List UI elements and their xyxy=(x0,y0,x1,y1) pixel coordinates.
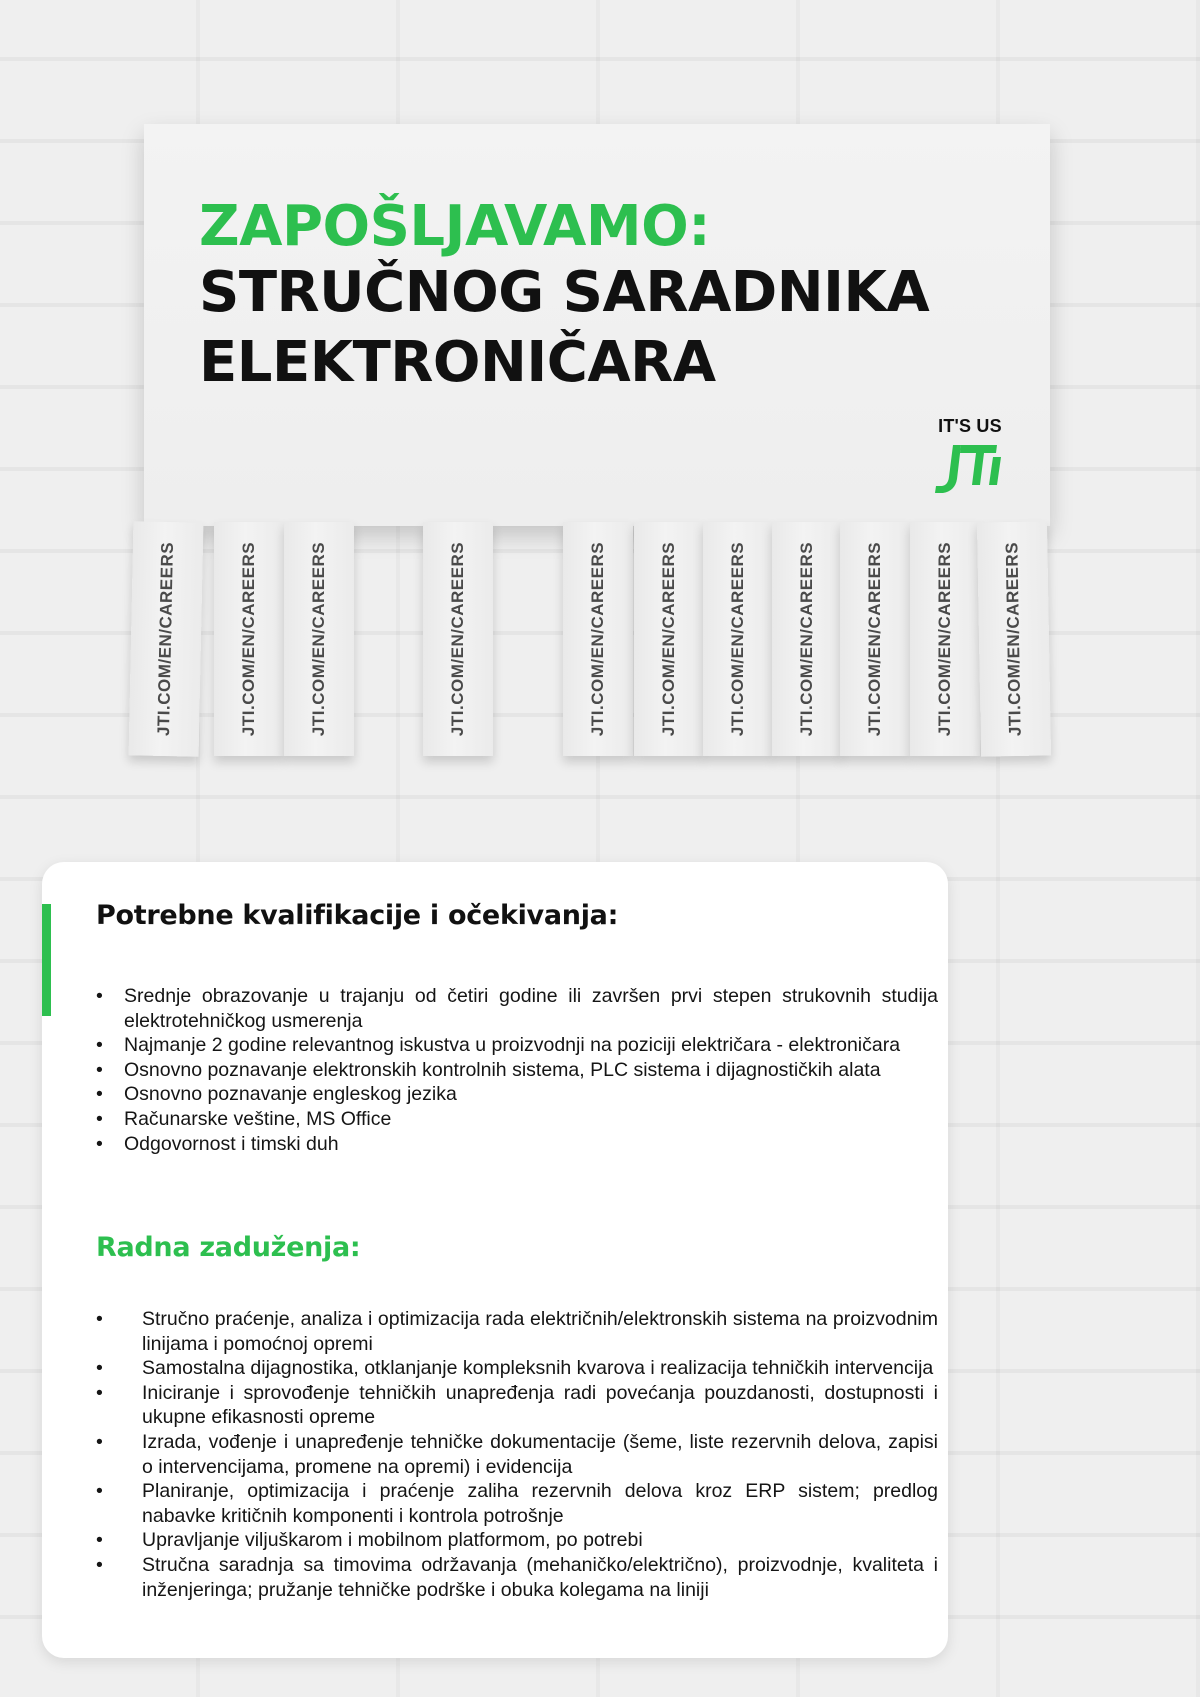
duty-item: • Izrada, vođenje i unapređenje tehničke dokumentacije (šeme, liste rezervnih delova, zapisi o intervencijama, promene na opremi) i evidencija xyxy=(96,1430,938,1479)
tear-off-strip[interactable] xyxy=(214,522,284,756)
qualifications-list xyxy=(96,984,938,1156)
tear-off-strip[interactable] xyxy=(840,522,910,756)
poster-heading xyxy=(199,196,929,398)
jti-logo-icon xyxy=(931,441,1009,497)
strip-url: JTI.COM/EN/CAREERS xyxy=(728,541,747,737)
poster-title-line-1: STRUČNOG SARADNIKA xyxy=(199,260,930,325)
brand-block xyxy=(924,416,1016,501)
job-details-card xyxy=(42,862,948,1658)
poster-headline: ZAPOŠLJAVAMO: xyxy=(199,194,711,259)
duty-item: • Upravljanje viljuškarom i mobilnom platformom, po potrebi xyxy=(96,1528,938,1553)
tear-off-strip[interactable] xyxy=(129,521,204,756)
duty-item: • Iniciranje i sprovođenje tehničkih unapređenja radi povećanja pouzdanosti, dostupnosti i ukupne efikasnosti opreme xyxy=(96,1381,938,1430)
duty-item: • Planiranje, optimizacija i praćenje zaliha rezervnih delova kroz ERP sistem; predlog nabavke kritičnih komponenti i kontrola potrošnje xyxy=(96,1479,938,1528)
duties-list xyxy=(96,1307,938,1602)
strip-url: JTI.COM/EN/CAREERS xyxy=(1002,541,1025,737)
tear-off-strip[interactable] xyxy=(563,522,633,756)
duty-item: • Stručno praćenje, analiza i optimizacija rada električnih/elektronskih sistema na proizvodnim linijama i pomoćnoj opremi xyxy=(96,1307,938,1356)
tear-off-strip[interactable] xyxy=(772,522,842,756)
strip-url: JTI.COM/EN/CAREERS xyxy=(588,541,607,737)
tear-off-strip[interactable] xyxy=(910,522,980,756)
strip-url: JTI.COM/EN/CAREERS xyxy=(659,541,678,737)
strip-url: JTI.COM/EN/CAREERS xyxy=(153,541,178,737)
strip-url: JTI.COM/EN/CAREERS xyxy=(309,541,328,737)
accent-bar xyxy=(42,904,51,1016)
tear-off-strip[interactable] xyxy=(977,521,1051,756)
strip-url: JTI.COM/EN/CAREERS xyxy=(865,541,884,737)
duty-item: • Samostalna dijagnostika, otklanjanje kompleksnih kvarova i realizacija tehničkih intervencija xyxy=(96,1356,938,1381)
tear-off-strip[interactable] xyxy=(423,522,493,756)
duty-item: • Stručna saradnja sa timovima održavanja (mehaničko/električno), proizvodnje, kvaliteta i inženjeringa; pružanje tehničke podrške i obuka kolegama na liniji xyxy=(96,1553,938,1602)
strip-url: JTI.COM/EN/CAREERS xyxy=(239,541,258,737)
qualification-item: • Računarske veštine, MS Office xyxy=(96,1107,938,1132)
qualification-item: • Odgovornost i timski duh xyxy=(96,1132,938,1157)
strip-url: JTI.COM/EN/CAREERS xyxy=(797,541,816,737)
qualifications-title: Potrebne kvalifikacije i očekivanja: xyxy=(96,900,619,931)
tear-off-strip[interactable] xyxy=(634,522,704,756)
strip-url: JTI.COM/EN/CAREERS xyxy=(448,541,467,737)
duties-title: Radna zaduženja: xyxy=(96,1232,361,1263)
qualification-item: • Osnovno poznavanje elektronskih kontrolnih sistema, PLC sistema i dijagnostičkih alata xyxy=(96,1058,938,1083)
job-poster xyxy=(144,124,1050,526)
qualification-item: • Srednje obrazovanje u trajanju od četiri godine ili završen prvi stepen strukovnih studija elektrotehničkog usmerenja xyxy=(96,984,938,1033)
tear-off-strip[interactable] xyxy=(284,522,354,756)
qualification-item: • Osnovno poznavanje engleskog jezika xyxy=(96,1082,938,1107)
brand-tagline: IT'S US xyxy=(938,416,1002,436)
poster-title-line-2: ELEKTRONIČARA xyxy=(199,330,716,395)
tear-off-strip[interactable] xyxy=(703,522,773,756)
qualification-item: • Najmanje 2 godine relevantnog iskustva u proizvodnji na poziciji električara - elektroničara xyxy=(96,1033,938,1058)
strip-url: JTI.COM/EN/CAREERS xyxy=(935,541,954,737)
